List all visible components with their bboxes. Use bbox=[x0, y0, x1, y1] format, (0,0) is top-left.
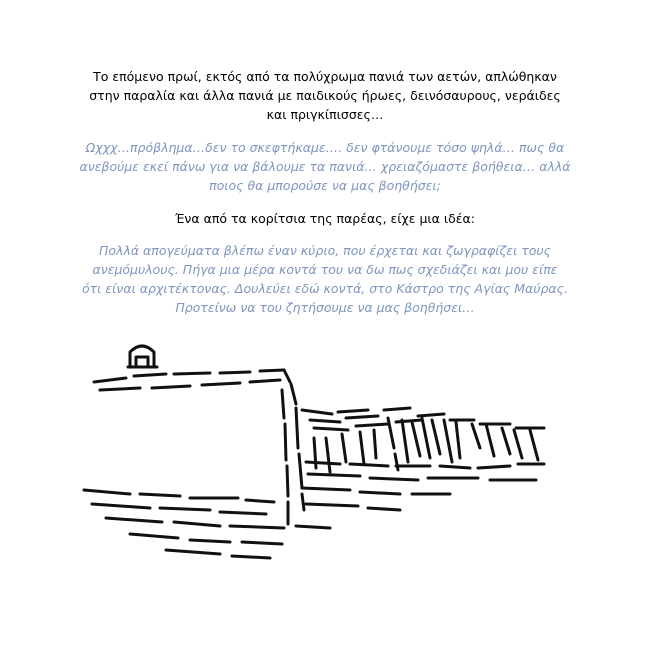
sea-waves-drawing bbox=[84, 462, 544, 558]
text-line: Προτείνω να του ζητήσουμε να μας βοηθήσει… bbox=[175, 300, 475, 315]
dialogue-paragraph-2 bbox=[60, 241, 590, 317]
text-line: ανεβούμε εκεί πάνω για να βάλουμε τα πανιά… χρειαζόμαστε βοήθεια… αλλά bbox=[79, 159, 571, 174]
narration-paragraph-2 bbox=[60, 209, 590, 228]
castle-sketch-illustration bbox=[70, 338, 590, 570]
text-line: Ωχχχ…πρόβλημα…δεν το σκεφτήκαμε…. δεν φτάνουμε τόσο ψηλά… πως θα bbox=[85, 140, 565, 155]
text-line: στην παραλία και άλλα πανιά με παιδικούς ήρωες, δεινόσαυρους, νεράιδες bbox=[89, 88, 561, 103]
narration-paragraph-1 bbox=[60, 67, 590, 124]
text-line: Το επόμενο πρωί, εκτός από τα πολύχρωμα πανιά των αετών, απλώθηκαν bbox=[93, 69, 557, 84]
text-line: ότι είναι αρχιτέκτονας. Δουλεύει εδώ κοντά, στο Κάστρο της Αγίας Μαύρας. bbox=[82, 281, 568, 296]
text-line: ανεμόμυλους. Πήγα μια μέρα κοντά του να δω πως σχεδιάζει και μου είπε bbox=[92, 262, 558, 277]
towers-drawing bbox=[314, 418, 538, 472]
text-line: ποιος θα μπορούσε να μας βοηθήσει; bbox=[209, 178, 441, 193]
rampart-top-drawing bbox=[94, 370, 284, 390]
dialogue-paragraph-1 bbox=[60, 138, 590, 195]
text-line: Πολλά απογεύματα βλέπω έναν κύριο, που έρχεται και ζωγραφίζει τους bbox=[99, 243, 551, 258]
main-wall-drawing bbox=[282, 370, 304, 524]
chapel-drawing bbox=[128, 346, 157, 367]
text-line: Ένα από τα κορίτσια της παρέας, είχε μια ιδέα: bbox=[175, 211, 475, 226]
text-line: και πριγκίπισσες… bbox=[266, 107, 384, 122]
